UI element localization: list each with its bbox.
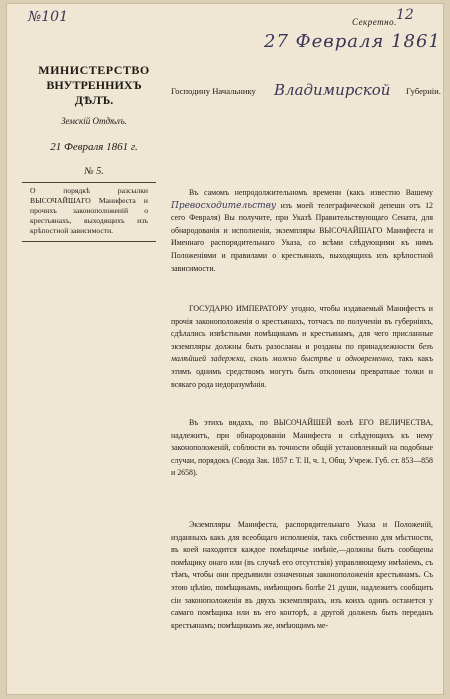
ministry-line-1: МИНИСТЕРСТВО (38, 63, 150, 77)
p1-start: Въ самомъ непродолжительномъ времени (какъ известно Вашему (189, 188, 433, 197)
p3-text: Въ этихъ видахъ, по ВЫСОЧАЙШЕЙ волѣ ЕГО ВЕЛИЧЕСТВА, надлежитъ, при обнародованіи Манифеста и слѣдующихъ къ нему законоположеній, соблюсти въ точности общій установленный на подобные случаи, порядокъ (Свода Зак. 1857 г. Т. II, ч. 1, Общ. Учреж. Губ. ст. 853—858 и 2658). (171, 418, 433, 478)
department: Земскій Отдѣлъ. (61, 116, 127, 126)
paragraph-4 (171, 519, 433, 632)
paragraph-2 (171, 303, 433, 391)
page-number: 12 (396, 7, 414, 23)
paragraph-3 (171, 417, 433, 480)
p1-rest: изъ моей телеграфической депеши отъ 12 сего Февраля) Вы получите, при Указѣ Правительствующаго Сената, для обнародованія и исполненія, экземпляры ВЫСОЧАЙШАГО Манифеста и Именнаго распорядительнаго Указа, со всѣми слѣдующими къ нимъ Положеніями и правилами о крестьянахъ, выходящихъ изъ крѣпостной зависимости. (171, 200, 433, 273)
subject-rule-top (22, 182, 156, 183)
secret-mark: Секретно. (352, 17, 397, 27)
archive-number: №101 (28, 9, 68, 25)
document-number: № 5. (84, 166, 104, 177)
p2-emphasis: безъ малѣйшей задержки, сколь можно быстрѣе и одновременно, (171, 341, 433, 364)
addressee-suffix: Губерніи. (406, 86, 441, 96)
handwritten-date: 27 Февраля 1861 (264, 31, 441, 52)
p2-a: ГОСУДАРЮ ИМПЕРАТОРУ угодно, чтобы издаваемый Манифестъ и прочія законоположенія о крестьянахъ, тотчасъ по полученіи въ губерніяхъ, сдѣлались извѣстными помѣщикамъ и крестьянамъ, для чего присланные экземпляры должны быть разосланы и розданы по принадлежности (171, 304, 433, 351)
ministry-header (34, 63, 154, 108)
addressee-prefix: Господину Начальнику (171, 86, 256, 96)
p4-text: Экземпляры Манифеста, распорядительнаго Указа и Положеній, изданныхъ какъ для всеобщаго исполненія, такъ собственно для мѣстности, въ коей находится каждое помѣщичье имѣніе,—должны быть сообщены помѣщику онаго или (въ случаѣ его отсутствія) управляющему имѣніемъ, съ тѣмъ, чтобы они предъявили означенныя законоположенія крестьянамъ. Съ этою цѣлію, помѣщикамъ, имѣющимъ болѣе 21 души, надлежитъ сообщить сіи законоположенія въ двухъ экземплярахъ, изъ коихъ одинъ останется у самаго помѣщика или въ его конторѣ, а другой долженъ быть переданъ крестьянамъ; помѣщикамъ же, имѣющимъ ме- (171, 520, 433, 630)
ministry-line-2: ВНУТРЕННИХЪ ДѢЛЪ. (46, 78, 142, 107)
subject-text: О порядкѣ разсылки ВЫСОЧАЙШАГО Манифеста и прочихъ законоположеній о крестьянахъ, выходящихъ изъ крѣпостной зависимости. (30, 186, 148, 235)
p1-handwritten: Превосходительству (171, 200, 277, 211)
p2-b: такъ какъ этимъ однимъ средствомъ могутъ быть отклонены превратные толки и всякаго рода недоразумѣнія. (171, 354, 433, 389)
printed-date: 21 Февраля 1861 г. (50, 141, 138, 153)
document-page (6, 3, 444, 695)
subject-rule-bottom (22, 241, 156, 242)
paragraph-1 (171, 187, 433, 275)
addressee-handwritten: Владимирской (274, 81, 391, 99)
